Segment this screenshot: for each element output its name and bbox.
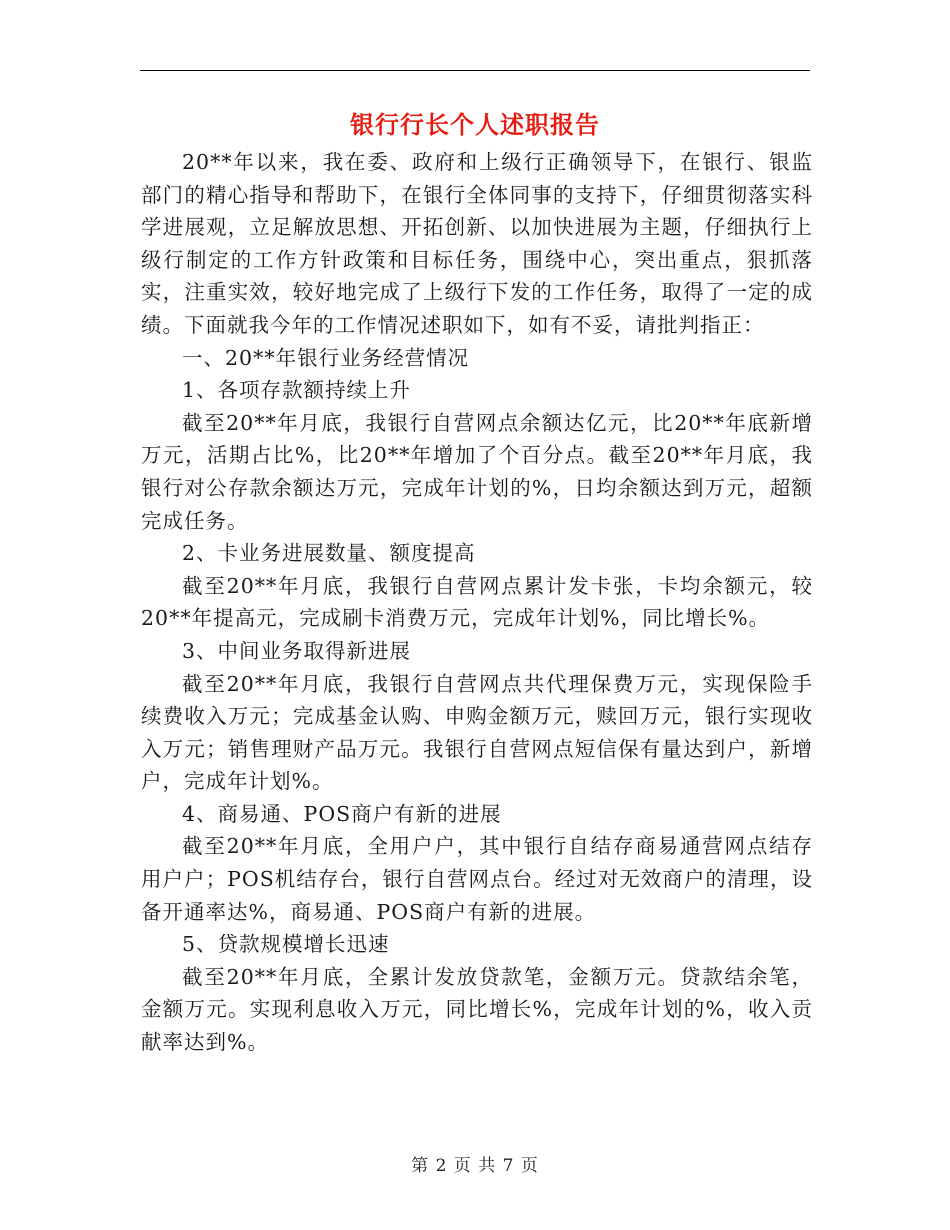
paragraph-intermediary: 截至20**年月底，我银行自营网点共代理保费万元，实现保险手续费收入万元；完成基金认购、申购金额万元，赎回万元，银行实现收入万元；销售理财产品万元。我银行自营网点短信保有量达到户，新增户，完成年计划%。 (141, 671, 813, 794)
paragraph-cards: 截至20**年月底，我银行自营网点累计发卡张，卡均余额元，较20**年提高元，完成刷卡消费万元，完成年计划%，同比增长%。 (141, 573, 813, 631)
paragraph-loans: 截至20**年月底，全累计发放贷款笔，金额万元。贷款结余笔，金额万元。实现利息收入万元，同比增长%，完成年计划的%，收入贡献率达到%。 (141, 964, 813, 1055)
subheading-cards: 2、卡业务进展数量、额度提高 (182, 541, 476, 566)
subheading-intermediary: 3、中间业务取得新进展 (182, 638, 412, 663)
subheading-loans: 5、贷款规模增长迅速 (182, 932, 390, 957)
subheading-deposits: 1、各项存款额持续上升 (182, 378, 412, 403)
section-heading: 一、20**年银行业务经营情况 (182, 345, 470, 370)
document-title: 银行行长个人述职报告 (350, 110, 600, 139)
document-body (141, 146, 813, 1059)
intro-paragraph: 20**年以来，我在委、政府和上级行正确领导下，在银行、银监部门的精心指导和帮助下，在银行全体同事的支持下，仔细贯彻落实科学进展观，立足解放思想、开拓创新、以加快进展为主题，仔细执行上级行制定的工作方针政策和目标任务，围绕中心，突出重点，狠抓落实，注重实效，较好地完成了上级行下发的工作任务，取得了一定的成绩。下面就我今年的工作情况述职如下，如有不妥，请批判指正： (141, 150, 813, 337)
header-rule (140, 70, 810, 71)
paragraph-deposits: 截至20**年月底，我银行自营网点余额达亿元，比20**年底新增万元，活期占比%，比20**年增加了个百分点。截至20**年月底，我银行对公存款余额达万元，完成年计划的%，日均余额达到万元，超额完成任务。 (141, 410, 813, 533)
subheading-merchants: 4、商易通、POS商户有新的进展 (182, 801, 502, 826)
paragraph-merchants: 截至20**年月底，全用户户，其中银行自结存商易通营网点结存用户户；POS机结存台，银行自营网点台。经过对无效商户的清理，设备开通率达%，商易通、POS商户有新的进展。 (141, 834, 813, 924)
page-number: 第 2 页 共 7 页 (411, 1156, 539, 1176)
